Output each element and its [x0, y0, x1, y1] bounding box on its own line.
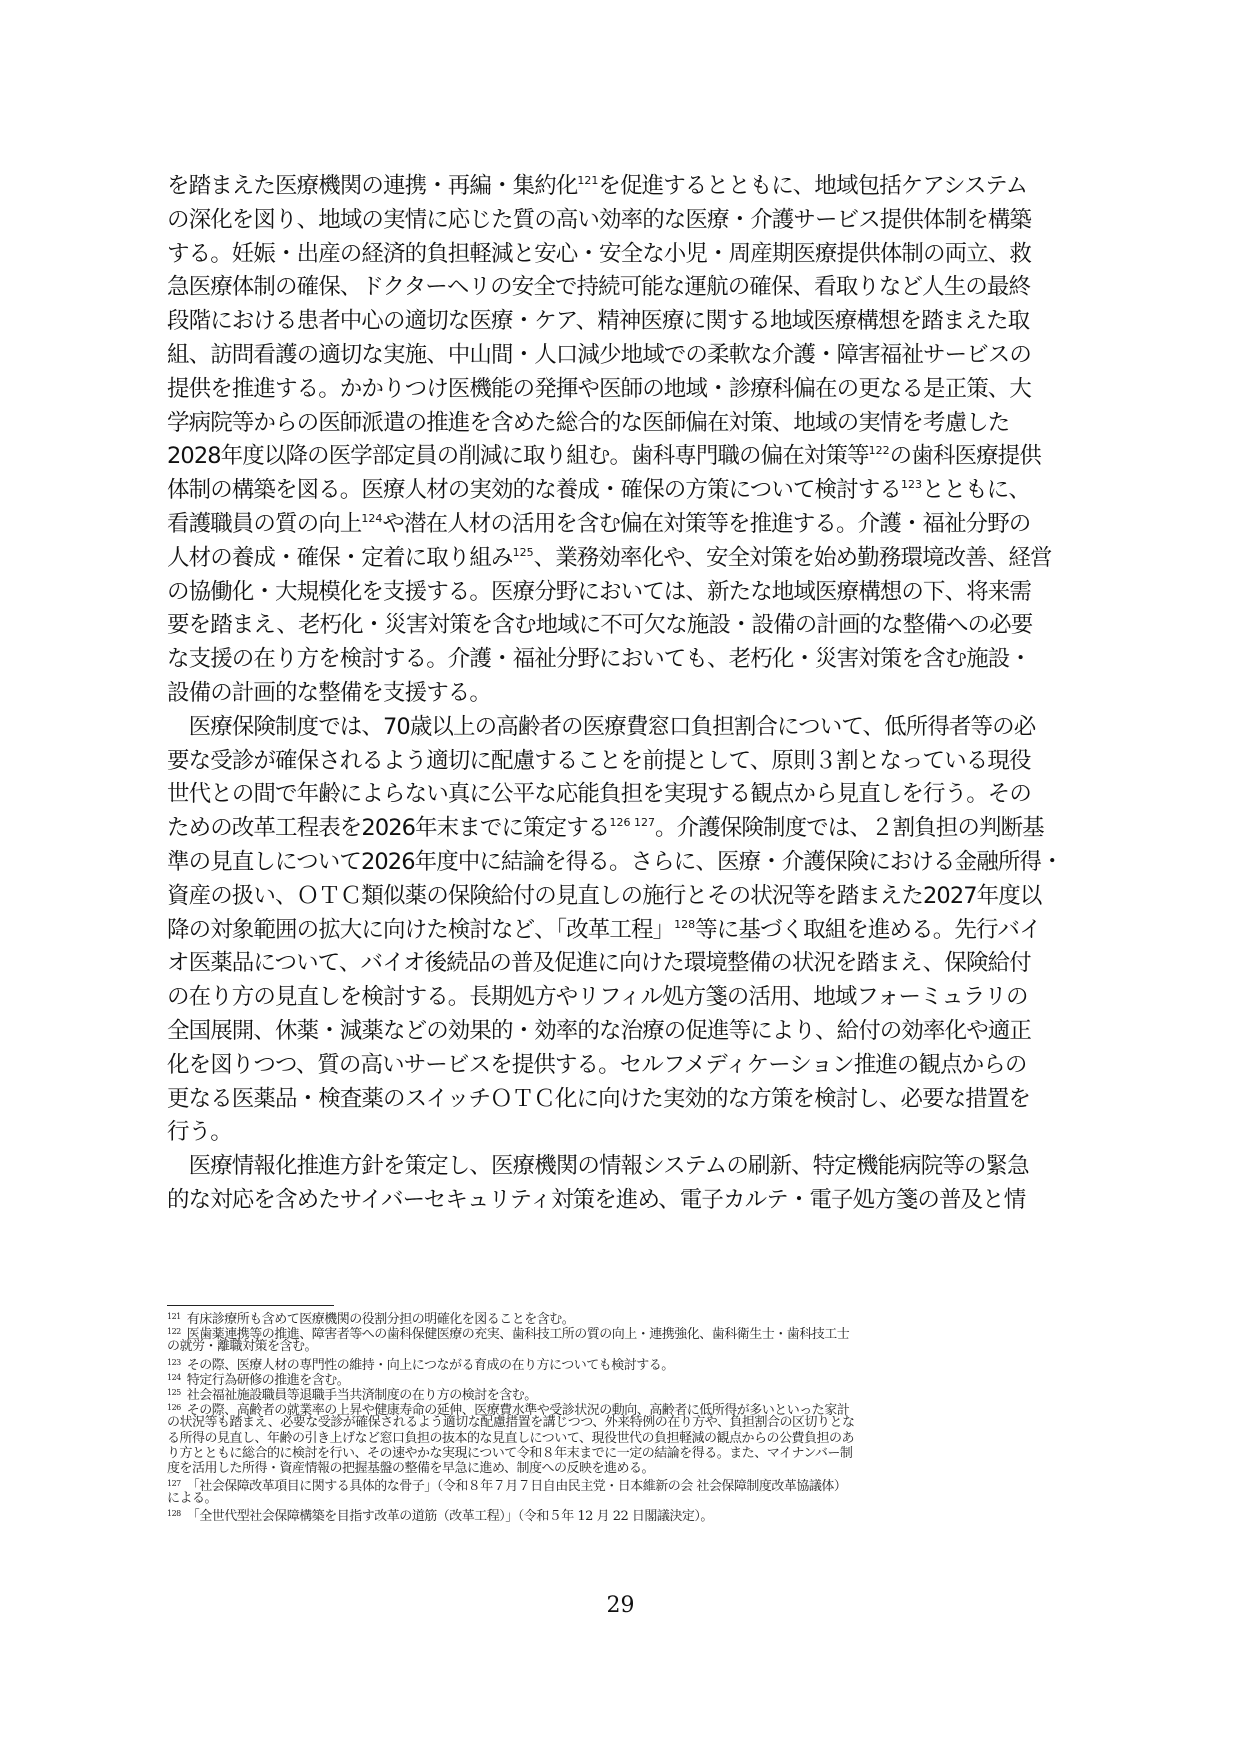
body-text-segment: 設備の計画的な整備を支援する。	[167, 679, 492, 706]
footnote-number: 127	[167, 1479, 181, 1489]
footnote-line	[167, 1385, 1087, 1403]
body-text	[167, 170, 1077, 1218]
body-line	[167, 914, 1077, 948]
body-text-segment: 体制の構築を図る。医療人材の実効的な養成・確保の方策について検討する	[167, 477, 901, 504]
body-text-segment: 準の見直しについて2026年度中に結論を得る。さらに、医療・介護保険における金融所得・	[167, 848, 1063, 875]
footnote-text: 特定行為研修の推進を含む。	[186, 1372, 350, 1388]
body-text-segment: を踏まえた医療機関の連携・再編・集約化	[167, 173, 578, 199]
footnote-reference[interactable]: 123	[900, 478, 922, 492]
body-line	[167, 576, 1077, 610]
footnote-reference[interactable]: 124	[361, 511, 383, 525]
footnote-text: 度を活用した所得・資産情報の把握基盤の整備を早急に進め、制度への反映を進める。	[167, 1460, 654, 1476]
footnote-number: 121	[167, 1312, 181, 1321]
footnote-line	[167, 1415, 1087, 1430]
body-text-segment: 降の対象範囲の拡大に向けた検討など、「改革工程」	[167, 916, 675, 943]
footnote-reference[interactable]: 128	[674, 917, 696, 931]
body-text-segment: 行う。	[167, 1119, 232, 1146]
body-text-segment: 提供を推進する。かかりつけ医機能の発揮や医師の地域・診療科偏在の更なる是正策、大	[167, 375, 1032, 402]
footnote-text: る所得の見直し、年齢の引き上げなど窓口負担の抜本的な見直しについて、現役世代の負担軽減の観点からの公費負担のあ	[167, 1430, 854, 1446]
body-text-segment: 資産の扱い、ＯＴＣ類似薬の保険給付の見直しの施行とその状況等を踏まえた2027年度以	[167, 882, 1042, 909]
body-line	[167, 339, 1077, 373]
body-text-segment: 医療保険制度では、70歳以上の高齢者の医療費窓口負担割合について、低所得者等の必	[167, 713, 1036, 740]
body-line	[167, 643, 1077, 677]
footnote-line	[167, 1431, 1087, 1446]
body-text-segment: 更なる医薬品・検査薬のスイッチＯＴＣ化に向けた実効的な方策を検討し、必要な措置を	[167, 1085, 1031, 1112]
footnote-line	[167, 1400, 1087, 1419]
body-line	[167, 880, 1077, 914]
footnote-line	[167, 1324, 1087, 1343]
body-text-segment: 人材の養成・確保・定着に取り組み	[167, 544, 513, 571]
body-text-segment: 医療情報化推進方針を策定し、医療機関の情報システムの刷新、特定機能病院等の緊急	[167, 1153, 1029, 1180]
body-text-segment: 、業務効率化や、安全対策を始め勤務環境改善、経営	[533, 544, 1052, 571]
body-line	[167, 271, 1077, 305]
body-line	[167, 711, 1077, 745]
body-line	[167, 778, 1077, 812]
footnote-number: 128	[167, 1509, 181, 1519]
body-text-segment: 要を踏まえ、老朽化・災害対策を含む地域に不可欠な施設・設備の計画的な整備への必要	[167, 612, 1033, 639]
footnote-reference[interactable]: 122	[868, 444, 890, 458]
footnote-number: 122	[167, 1327, 181, 1337]
page-number: 29	[606, 1593, 635, 1618]
body-text-segment: 2028年度以降の医学部定員の削減に取り組む。歯科専門職の偏在対策等	[167, 443, 869, 470]
body-line	[167, 947, 1077, 981]
body-line	[167, 440, 1077, 474]
body-text-segment: オ医薬品について、バイオ後続品の普及促進に向けた環境整備の状況を踏まえ、保険給付	[167, 950, 1031, 977]
footnote-text: 有床診療所も含めて医療機関の役割分担の明確化を図ることを含む。	[186, 1312, 575, 1327]
body-line	[167, 1049, 1077, 1083]
footnote-text: り方とともに総合的に検討を行い、その速やかな実現について令和８年末までに一定の結論を得る。また、マイナンバー制	[167, 1445, 853, 1461]
footnote-reference[interactable]: 125	[512, 545, 534, 559]
body-line	[167, 305, 1077, 339]
body-text-segment: の深化を図り、地域の実情に応じた質の高い効率的な医療・介護サービス提供体制を構築	[167, 206, 1032, 233]
body-line	[167, 373, 1077, 407]
body-line	[167, 204, 1077, 238]
body-text-segment: の歯科医療提供	[889, 443, 1041, 470]
body-line	[167, 474, 1077, 508]
footnote-text: による。	[167, 1491, 218, 1507]
footnote-text: の状況等も踏まえ、必要な受診が確保されるよう適切な配慮措置を講じつつ、外来特例の在り方や、負担割合の区切りとな	[167, 1415, 855, 1431]
footnote-text: 「全世代型社会保障構築を目指す改革の道筋（改革工程）」（令和５年 12 月 22 日閣議決定）。	[186, 1509, 713, 1525]
body-text-segment: 世代との間で年齢によらない真に公平な応能負担を実現する観点から見直しを行う。その	[167, 781, 1032, 808]
body-text-segment: する。妊娠・出産の経済的負担軽減と安心・安全な小児・周産期医療提供体制の両立、救	[167, 240, 1032, 267]
body-line	[167, 609, 1077, 643]
body-line	[167, 542, 1077, 576]
footnote-text: の就労・離職対策を含む。	[167, 1339, 318, 1355]
footnote-divider	[167, 1305, 334, 1306]
footnote-line	[167, 1355, 1087, 1373]
body-text-segment: 急医療体制の確保、ドクターヘリの安全で持続可能な運航の確保、看取りなど人生の最終	[167, 274, 1031, 301]
body-text-segment: 全国展開、休薬・減薬などの効果的・効率的な治療の促進等により、給付の効率化や適正	[167, 1017, 1032, 1044]
body-text-segment: 段階における患者中心の適切な医療・ケア、精神医療に関する地域医療構想を踏まえた取	[167, 308, 1030, 335]
body-line	[167, 677, 1077, 711]
footnote-number: 126	[167, 1403, 181, 1413]
body-text-segment: ための改革工程表を2026年末までに策定する	[167, 815, 610, 842]
body-text-segment: や潜在人材の活用を含む偏在対策等を推進する。介護・福祉分野の	[382, 510, 1031, 537]
footnote-text: その際、高齢者の就業率の上昇や健康寿命の延伸、医療費水準や受診状況の動向、高齢者に低所得が多いといった家計	[186, 1403, 850, 1419]
footnote-line	[167, 1476, 1087, 1495]
body-text-segment: 学病院等からの医師派遣の推進を含めた総合的な医師偏在対策、地域の実情を考慮した	[167, 409, 1010, 436]
footnote-number: 123	[167, 1357, 181, 1367]
footnote-line	[167, 1446, 1087, 1461]
footnote-line	[167, 1506, 1087, 1525]
body-text-segment: 化を図りつつ、質の高いサービスを提供する。セルフメディケーション推進の観点からの	[167, 1051, 1027, 1078]
body-text-segment: の在り方の見直しを検討する。長期処方やリフィル処方箋の活用、地域フォーミュラリの	[167, 984, 1028, 1011]
body-text-segment: 看護職員の質の向上	[167, 510, 362, 537]
body-line	[167, 170, 1077, 204]
body-text-segment: 要な受診が確保されるよう適切に配慮することを前提として、原則３割となっている現役	[167, 747, 1031, 774]
body-line	[167, 1150, 1077, 1184]
body-text-segment: 等に基づく取組を進める。先行バイ	[695, 916, 1041, 943]
body-text-segment: とともに、	[921, 477, 1030, 504]
body-line	[167, 407, 1077, 441]
body-line	[167, 981, 1077, 1015]
footnote-text: 医歯薬連携等の推進、障害者等への歯科保健医療の充実、歯科技工所の質の向上・連携強化、歯科衛生士・歯科技工士	[186, 1327, 850, 1343]
footnote-line	[167, 1309, 1087, 1327]
body-line	[167, 1116, 1077, 1150]
footnote-text: その際、医療人材の専門性の維持・向上につながる育成の在り方についても検討する。	[186, 1357, 674, 1373]
footnote-number: 125	[167, 1387, 181, 1397]
footnotes	[167, 1309, 1087, 1525]
body-line	[167, 745, 1077, 779]
body-line	[167, 846, 1077, 880]
body-text-segment: を促進するとともに、地域包括ケアシステム	[598, 173, 1028, 199]
body-line	[167, 508, 1077, 542]
body-line	[167, 238, 1077, 272]
body-text-segment: 。介護保険制度では、２割負担の判断基	[654, 815, 1044, 842]
body-text-segment: 組、訪問看護の適切な実施、中山間・人口減少地域での柔軟な介護・障害福祉サービスの	[167, 341, 1032, 368]
body-text-segment: の協働化・大規模化を支援する。医療分野においては、新たな地域医療構想の下、将来需	[167, 578, 1032, 605]
footnote-reference[interactable]: 121	[577, 174, 599, 187]
body-text-segment: 的な対応を含めたサイバーセキュリティ対策を進め、電子カルテ・電子処方箋の普及と情	[167, 1186, 1026, 1213]
footnote-number: 124	[167, 1372, 181, 1382]
footnote-reference[interactable]: 126 127	[609, 816, 655, 830]
body-line	[167, 1184, 1077, 1218]
body-line	[167, 1083, 1077, 1117]
footnote-text: 「社会保障改革項目に関する具体的な骨子」（令和８年７月７日自由民主党・日本維新の会 社会保障制度改革協議体）	[186, 1479, 847, 1495]
footnote-text: 社会福祉施設職員等退職手当共済制度の在り方の検討を含む。	[186, 1387, 537, 1403]
body-text-segment: な支援の在り方を検討する。介護・福祉分野においても、老朽化・災害対策を含む施設・	[167, 646, 1032, 673]
body-line	[167, 812, 1077, 846]
footnote-line	[167, 1461, 1087, 1476]
body-line	[167, 1015, 1077, 1049]
